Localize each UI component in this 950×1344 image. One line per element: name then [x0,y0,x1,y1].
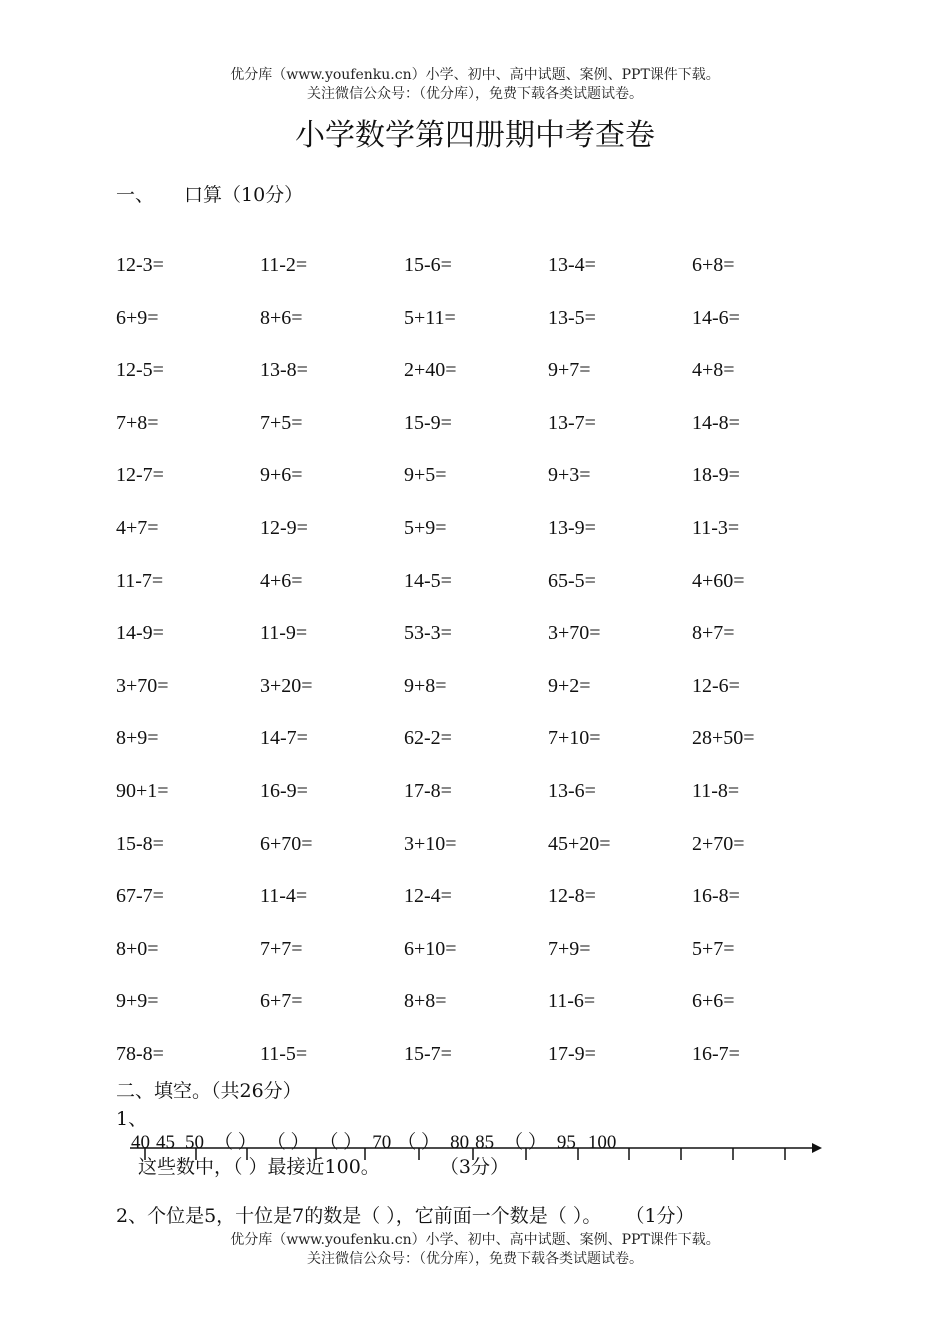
calc-item: 65-5= [548,569,596,592]
mental-math-grid [116,252,876,1094]
calc-item: 5+11= [404,306,456,329]
calc-item: 16-7= [692,1042,740,1065]
question-2-text: 2、个位是5，十位是7的数是（ ），它前面一个数是（ ）。 [116,1205,602,1227]
calc-item: 14-8= [692,411,740,434]
calc-row [116,725,876,778]
calc-item: 18-9= [692,464,740,487]
number-line-label: 80 [450,1132,470,1153]
calc-item: 12-6= [692,674,740,697]
question-1-note [138,1152,509,1179]
calc-item: 8+0= [116,937,159,960]
calc-item: 11-8= [692,779,740,802]
calc-item: 14-7= [260,727,308,750]
calc-item: 3+10= [404,832,457,855]
calc-item: 6+9= [116,306,159,329]
calc-item: 11-9= [260,622,308,645]
calc-item: 12-3= [116,254,164,276]
calc-row [116,620,876,673]
calc-item: 11-4= [260,885,308,908]
calc-item: 53-3= [404,622,452,645]
calc-item: 9+6= [260,464,303,487]
calc-item: 8+7= [692,622,735,645]
calc-item: 15-7= [404,1042,452,1065]
calc-item: 3+20= [260,674,313,697]
calc-item: 7+5= [260,411,303,434]
calc-row [116,778,876,831]
calc-item: 7+10= [548,727,601,750]
header-line-2: 关注微信公众号：（优分库），免费下载各类试题试卷。 [307,86,643,102]
calc-item: 12-8= [548,885,596,908]
number-line-label: 40 [131,1132,150,1153]
calc-item: 14-9= [116,622,164,645]
calc-row [116,831,876,884]
calc-item: 15-6= [404,254,452,276]
number-line-label: 85 [475,1132,495,1153]
calc-item: 12-9= [260,516,308,539]
number-line-label: （ ） [266,1132,310,1153]
number-line-label: （ ） [397,1132,441,1153]
calc-row [116,568,876,621]
question-2 [116,1201,695,1228]
calc-item: 15-8= [116,832,164,855]
calc-item: 11-2= [260,254,308,276]
calc-item: 11-6= [548,990,596,1013]
calc-item: 9+3= [548,464,591,487]
calc-item: 78-8= [116,1042,164,1065]
calc-item: 9+5= [404,464,447,487]
calc-row [116,936,876,989]
calc-item: 45+20= [548,832,611,855]
calc-item: 4+7= [116,516,159,539]
number-line-labels [131,1127,616,1154]
calc-item: 67-7= [116,885,164,908]
calc-item: 7+7= [260,937,303,960]
number-line-label: （ ） [504,1132,547,1153]
calc-item: 14-5= [404,569,452,592]
calc-item: 13-7= [548,411,596,434]
calc-item: 11-3= [692,516,740,539]
calc-row [116,252,876,305]
calc-item: 3+70= [116,674,169,697]
header-line-1: 优分库（www.youfenku.cn）小学、初中、高中试题、案例、PPT课件下载。 [230,67,720,83]
calc-item: 6+10= [404,937,457,960]
calc-item: 8+8= [404,990,447,1013]
calc-item: 15-9= [404,411,452,434]
question-1-number: 1、 [116,1108,148,1130]
calc-row [116,410,876,463]
calc-item: 7+9= [548,937,591,960]
calc-item: 9+7= [548,359,591,382]
number-line-label: 95 [556,1132,576,1153]
calc-item: 17-9= [548,1042,596,1065]
calc-item: 9+2= [548,674,591,697]
calc-item: 13-6= [548,779,596,802]
calc-row [116,305,876,358]
calc-item: 12-7= [116,464,164,487]
calc-item: 11-5= [260,1042,308,1065]
number-line-label: 70 [372,1132,392,1153]
calc-row [116,515,876,568]
footer-line-2: 关注微信公众号：（优分库），免费下载各类试题试卷。 [307,1251,643,1267]
calc-item: 28+50= [692,727,755,750]
calc-item: 6+8= [692,254,735,276]
calc-item: 13-9= [548,516,596,539]
calc-row [116,988,876,1041]
section-2-heading: 二、填空。（共26分） [116,1080,302,1102]
page-title: 小学数学第四册期中考查卷 [295,118,655,153]
number-line-label: （ ） [214,1132,257,1153]
calc-item: 12-4= [404,885,452,908]
footer-line-1: 优分库（www.youfenku.cn）小学、初中、高中试题、案例、PPT课件下载。 [230,1232,720,1248]
calc-item: 2+40= [404,359,457,382]
number-line-label: （ ） [319,1132,363,1153]
calc-item: 2+70= [692,832,745,855]
number-line-label: 100 [587,1132,617,1153]
calc-item: 4+8= [692,359,735,382]
calc-item: 6+6= [692,990,735,1013]
calc-item: 13-5= [548,306,596,329]
number-line-label: 50 [185,1132,204,1153]
section-1-number: 一、 [116,184,155,206]
number-line-label: 45 [156,1132,175,1153]
calc-row [116,883,876,936]
calc-item: 8+6= [260,306,303,329]
section-1-label: 口算（10分） [184,184,304,206]
calc-item: 17-8= [404,779,452,802]
calc-item: 5+9= [404,516,447,539]
question-1-points: （3分） [439,1156,509,1178]
calc-row [116,673,876,726]
calc-item: 6+7= [260,990,303,1013]
calc-item: 13-4= [548,254,596,276]
question-1-note-text: 这些数中，（ ）最接近100。 [138,1156,380,1178]
calc-item: 13-8= [260,359,308,382]
calc-item: 90+1= [116,779,169,802]
calc-item: 3+70= [548,622,601,645]
calc-item: 11-7= [116,569,164,592]
calc-item: 62-2= [404,727,452,750]
question-2-points: （1分） [625,1205,695,1227]
calc-item: 16-8= [692,885,740,908]
calc-item: 6+70= [260,832,313,855]
calc-item: 4+60= [692,569,745,592]
calc-item: 5+7= [692,937,735,960]
calc-item: 16-9= [260,779,308,802]
calc-row [116,357,876,410]
calc-item: 9+9= [116,990,159,1013]
calc-item: 14-6= [692,306,740,329]
calc-item: 4+6= [260,569,303,592]
calc-item: 8+9= [116,727,159,750]
calc-item: 12-5= [116,359,164,382]
calc-row [116,462,876,515]
section-1-heading [116,180,303,207]
calc-item: 9+8= [404,674,447,697]
calc-item: 7+8= [116,411,159,434]
